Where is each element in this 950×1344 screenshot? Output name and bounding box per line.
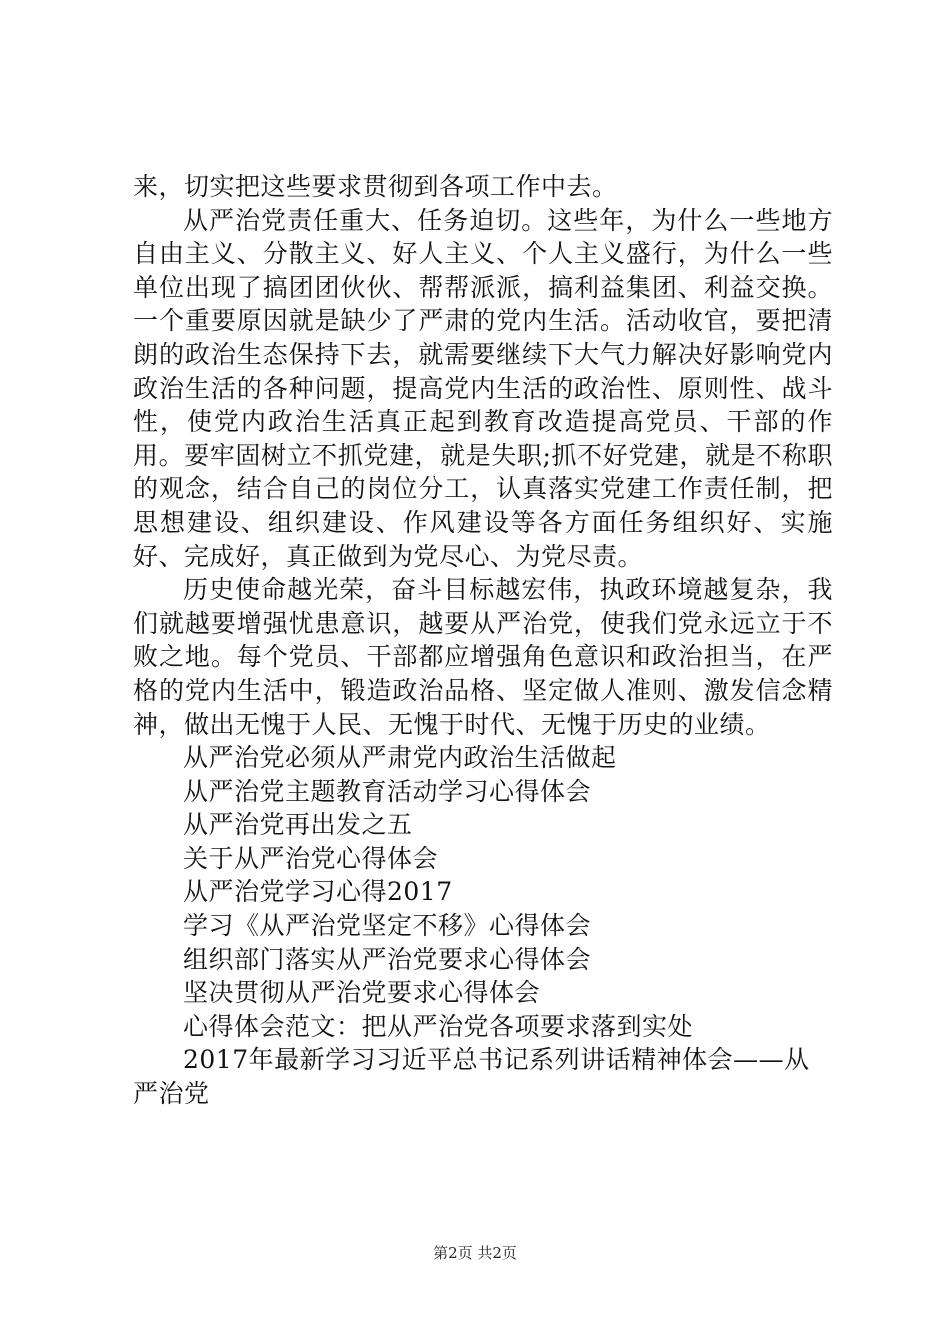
related-title: 组织部门落实从严治党要求心得体会 xyxy=(183,944,592,974)
page-number-footer: 第2页 共2页 xyxy=(433,1244,517,1262)
related-title: 心得体会范文：把从严治党各项要求落到实处 xyxy=(183,1011,694,1041)
related-title: 从严治党主题教育活动学习心得体会 xyxy=(183,776,592,806)
paragraph-continuation: 来，切实把这些要求贯彻到各项工作中去。 xyxy=(133,172,618,201)
related-titles-list xyxy=(133,741,833,1111)
related-title: 坚决贯彻从严治党要求心得体会 xyxy=(183,978,541,1008)
related-title: 从严治党学习心得2017 xyxy=(183,877,453,907)
paragraph-responsibility: 从严治党责任重大、任务迫切。这些年，为什么一些地方自由主义、分散主义、好人主义、个人主义盛行，为什么一些单位出现了搞团团伙伙、帮帮派派，搞利益集团、利益交换。一个重要原因就是缺少了严肃的党内生活。活动收官，要把清朗的政治生态保持下去，就需要继续下大气力解决好影响党内政治生活的各种问题，提高党内生活的政治性、原则性、战斗性，使党内政治生活真正起到教育改造提高党员、干部的作用。要牢固树立不抓党建，就是失职;抓不好党建，就是不称职的观念，结合自己的岗位分工，认真落实党建工作责任制，把思想建设、组织建设、作风建设等各方面任务组织好、实施好、完成好，真正做到为党尽心、为党尽责。 xyxy=(133,205,833,571)
related-title: 学习《从严治党坚定不移》心得体会 xyxy=(183,911,592,941)
related-title: 2017年最新学习习近平总书记系列讲话精神体会——从严治党 xyxy=(133,1045,810,1109)
related-title: 从严治党再出发之五 xyxy=(183,810,413,840)
related-title: 关于从严治党心得体会 xyxy=(183,843,439,873)
related-title: 从严治党必须从严肃党内政治生活做起 xyxy=(183,743,617,773)
paragraph-historic-mission: 历史使命越光荣，奋斗目标越宏伟，执政环境越复杂，我们就越要增强忧患意识，越要从严治党，使我们党永远立于不败之地。每个党员、干部都应增强角色意识和政治担当，在严格的党内生活中，锻造政治品格、坚定做人准则、激发信念精神，做出无愧于人民、无愧于时代、无愧于历史的业绩。 xyxy=(133,575,833,739)
document-body xyxy=(133,170,833,1111)
